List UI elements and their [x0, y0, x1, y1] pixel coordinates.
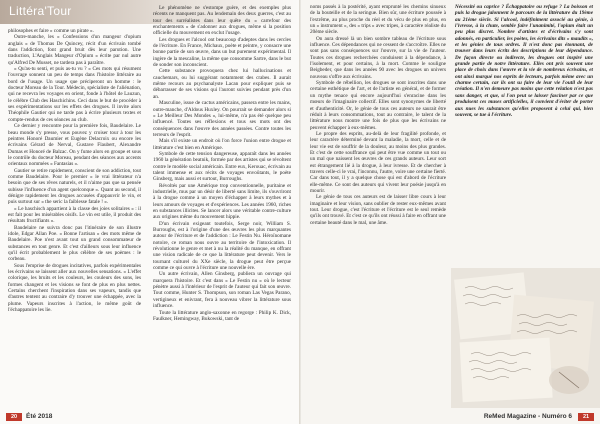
paragraph: Sous l'emprise de drogues incitatives, parfois expérimentales les écrivains se laissent aller aux nouvelles sensations. « L'effet colorique, les bruits et les couleurs, les couleurs des sons, les formes changent et les visions se font de plus en plus nettes. Certains cherchent l'inspiration dans ses vapeurs, tandis que d'autres tentent au contraire d'y trouver une échappée, avec la plume. Vapeurs inscrites à l'action, le même goût de l'échappatoire les lie.: [8, 262, 141, 314]
paragraph: Le génie de tous ces auteurs est de laisser libre cours à leur imaginaire et leur vision, sans oublier de rester eux-mêmes avant tout. Leur drogue, c'est l'écriture et l'écriture est le seul remède qu'ils ont trouvé. Et c'est ce qu'ils ont réussi à faire en offrant une certaine beauté dans le mal, une âme.: [310, 194, 446, 226]
paragraph: On aura dressé là un bien sombre tableau de l'écriture sous influence. Ces dépendances qui ne cessent de s'accroître. Elles ne sont pas sans conséquences sur l'œuvre, sur la vie de l'auteur. Toutes ces drogues recherchées conduisent à la dépendance, à l'isolement, et pour certains, à la mort. Comme le souligne Beigbeder, que dans les années 90 avec les drogues un univers nouveau s'offre aux écrivains.: [310, 35, 446, 80]
paragraph: Symbole de rébellion, les drogues se sont inscrites dans une certaine esthétique de l'art, et de l'artiste en général, et de former un mythe tenace qui encore aujourd'hui s'enracine dans les mœurs de l'imaginaire collectif. Elles sont synonymes de liberté et d'authenticité. Or, le génie de tous ces auteurs ne saurait être réduit à leurs consommations, tout au contraire, le talent de la littérature nous montre une fois de plus que les écrivains ne peuvent échapper à eux-mêmes.: [310, 80, 446, 131]
left-footer: [0, 410, 299, 424]
paragraph: Baudelaire ne suivra donc pas l'itinéraire de son illustre idole, Edgar Allan Poe. « Bonne l'artisan » des mots même de Baudelaire. Poe n'est avant tout un grand consommateur de substances en tout genre. Et c'est d'ailleurs sous leur influence qu'il écrit probablement le plus célèbre de ses poèmes : le corbeau.: [8, 224, 141, 263]
right-footer: [301, 410, 600, 424]
right-page: [301, 0, 600, 424]
intro-emphasis: Nécessité ou caprice ? Échappatoire ou refuge ? La boisson et puis la drogue jalonnent le parcours de la littérature du 19ème au 21ème siècle. Si l'alcool, indéfiniment associé au génie, à l'ivresse, à la chute, semble faire l'unanimité, l'opium était un peu plus discret. Nombre d'artistes et d'écrivains s'y sont adonnés, en particulier, les poètes, les écrivains dits « maudits », et les génies de tous ordres. Il n'est donc pas étonnant, de trouver dans leurs écrits des descriptions de leur dépendance. De façon directe ou indirecte, les drogues ont inspiré une grande partie de notre littérature. Elles ont pris souvent une place de choix dans l'œuvre et la vie de nombreux écrivains, et ont ainsi marqué nos esprits de lecteurs, parfois même avec un charme certain, car ils ont su faire de leur vie l'outil de leur création. Il n'en demeure pas moins que cette relation n'est pas sans danger, et que, si l'on peut se laisser fasciner par ce que produisent ces muses artificielles, il convient d'éviter de porter aux nues les substances qu'elles proposent à celui qui, bien souvent, se tue à l'écriture.: [455, 4, 593, 118]
paragraph: Toute la littérature anglo-saxonne en regorge : Philip K. Dick, Faulkner, Hemingway, Bukowski, tant de: [153, 309, 291, 322]
issue-date: Été 2018: [26, 413, 53, 420]
magazine-name: ReMed Magazine - Numéro 6: [483, 413, 572, 420]
paragraph: Masculine, issue de cactus américains, passera entre les mains, outre-manche, d'Aldous Huxley. On pourrait se demander alors si « Le Meilleur Des Mondes », lui-même, n'a pas été quelque peu influencé. Toutes ses réflexions et tous ses mots ont des conséquences dans l'œuvre des années passées. Contre toutes les terreurs de l'esprit.: [153, 100, 291, 138]
paragraph: Cette substance provoquera chez lui hallucinations et cauchemars, ou lui suggérant notamment des crabes. Il aurait même recours au psychanalyste Lacan pour expliquer puis se débarrasser de ses visions qui l'auront suivies pendant près d'un an.: [153, 68, 291, 100]
page-number: 21: [578, 413, 594, 421]
right-column-2: [455, 4, 593, 118]
paragraph: Le propre des esprits, au-delà de leur fragilité profonde, et leur caractère déterminé devant la maladie, la mort, celle et de leur vie est de souffrir de la douleur, au moins des plus grandes. Et c'est de cette souffrance qui peut être vue comme un tout ou un mal que naissent les œuvres de ces grands auteurs. Leur sort est étrangement lié à la drogue, à leur ivresse. Et de chercher à travers celle-ci le vrai, l'inconnu, l'autre, voire une certaine fierté. Car dans tout, il y a quelque chose qui est d'abord de l'écriture elle-même. Ce sont des auteurs qui vivent leur poésie jusqu'à en mourir.: [310, 130, 446, 194]
paragraph: Gautier se retire rapidement, conscient de son addiction, tout comme Baudelaire. Pour le premier « le vrai littérateur n'a besoin que de ses rêves naturels, et il n'aime pas que sa pensée subisse l'influence d'un agent quelconque ». Quant au second, il dénigre rapidement les drogues accusées d'appauvrir le vin, et puis surtout sur « the seric la faiblesse fatale ! ».: [8, 167, 141, 206]
paragraph: philosophes et faire « comme un pirate ».: [8, 28, 94, 34]
section-title: Littéra'Tour: [9, 4, 72, 18]
paragraph: « Qu'as-tu senti, et puis as-tu vu ? » Ces mots qui résument l'ouvrage sonnent un peu de temps dans l'histoire littéraire au bord de l'usage. Un usage que préciperont un homme : le docteur Moreau de la Tour. Médecin, spécialiste de l'aliénation, qui ne recevra les voyages en orient, fonde à l'hôtel de Lauzun, le célèbre Club des Haschichins. Ceci dans le but de procéder à ses expérimentations sur les effets des drogues. Il invite alors Théophile Gautier qui ne tarde pas à écrire plusieurs textes et compte-rendus de ces séances au club.: [8, 66, 141, 123]
paragraph: Un autre écrivain, Allen Ginsberg, publiera un ouvrage qui marquera l'histoire. Et c'est dans « Le Festin nu » où le lecteur pénètre aussi à l'intérieur de l'esprit de l'auteur qui fait son œuvre. Tout comme, Hunter S. Thompson, son roman Las Vegas Parano, vertigineux et enivrant, fera à nouveau vibrer la littérature sous influence.: [153, 271, 291, 310]
paragraph: Les drogues et l'alcool ont beaucoup d'adeptes dans les cercles de l'écriture. En France, Michaux, poète et peintre, y consacre une bonne partie de son œuvre, dans un but purement expérimental. Il ingère de la mescaline, la même que consomme Sartre, dans le but de sonder son inconscient.: [153, 36, 291, 69]
paragraph: Le phénomène ne s'estompe guère, et des exemples plus récents ne manquent pas. Au lendemain des deux guerres, c'est au tour des surréalistes dans leur quête du « carrefour des enchantements » de s'adonner aux drogues, même si la position officielle du mouvement en exclut l'usage.: [153, 5, 291, 37]
left-column-1: [8, 28, 141, 313]
paragraph: Symbole de cette tension dangereuse, apparaît dans les années 1960 la génération beatnik, formée par des artistes qui se révoltent contre le modèle social américain. Entre eux, Kerouac, écrivain au talent immense et aux récits de voyages envoûtants, le poète Ginsberg, mais aussi et surtout, Burroughs.: [153, 150, 291, 183]
left-column-2: [153, 5, 291, 322]
collage-image: [451, 268, 600, 408]
left-page: [0, 0, 299, 424]
paragraph: « Le haschisch appartient à la classe des joies solitaires » : il est fait pour les misérables oisifs. Le vin est utile, il produit des résultats fructifiants ».: [8, 205, 141, 225]
manuscript-collage-illustration: [451, 268, 600, 408]
paragraph: Révoltés par une Amérique trop conventionnelle, puritaine et industrielle, mus par un désir de liberté sans limite, ils s'ouvriront à la drogue comme à un moyen d'échapper à leurs mythes et à leurs amours de voyages et d'expériences. Les années 1960, riches en substances illicites. Se lancer alors une véritable contre-culture aux origines même du mouvement hippie.: [153, 182, 291, 221]
page-number: 20: [6, 413, 22, 421]
paragraph: Ce dernier y rencontre pour la première fois, Baudelaire. Le beau monde s'y presse, vous pouvez y croiser tour à tour les peintres Honoré Daumier et Eugène Delacroix ou encore les écrivains Gérard de Nerval, Gustave Flaubert, Alexandre Dumas et Honoré de Balzac. On y fume alors en groupe et sous le contrôle du docteur Moreau, pendant des séances aux accents orientaux nommées « Fantasias ».: [8, 123, 141, 168]
right-column-1: [310, 4, 446, 226]
paragraph: Mais s'il existe un endroit où l'on force l'union entre drogue et littérature c'est bien en Amérique.: [153, 138, 291, 151]
paragraph: Outre-manche, les « Confessions d'un mangeur d'opium anglais » de Thomas De Quincey, récit d'un écrivain tombé dans l'addiction, font grand bruit dès leur parution. Une traduction, L'Anglais Mangeur d'Opium « écrite par nul autre qu'Alfred De Musset, ne tardera pas à paraître.: [8, 34, 141, 66]
paragraph: D'un écrivain exigeant toutefois, Serge noir, William S. Burroughs, est à l'origine d'une des œuvres les plus marquantes autour de l'écriture et de l'addiction : Le Festin Nu. Héroïnomane notoire, ce roman nous ouvre au territoire de l'intoxication. Il révolutionne le genre et met à nu la réalité du manque, en offrant une vision radicale de ce que la littérature peut devenir. Vers le tournant culturel du XXe siècle, la drogue peut être perçue comme ce qui ouvre à l'écriture une nouvelle ère.: [153, 220, 291, 272]
paragraph: noms passés à la postérité, ayant emprunté les chemins sinueux de la bouteille et de la seringue. Bien sûr, une écriture poussée à l'extrême, au plus proche du réel et du vécu de plus en plus, en un « instrument », des « trips » avec tripes, à caractère réaliste du 20ème siècle.: [310, 4, 446, 36]
